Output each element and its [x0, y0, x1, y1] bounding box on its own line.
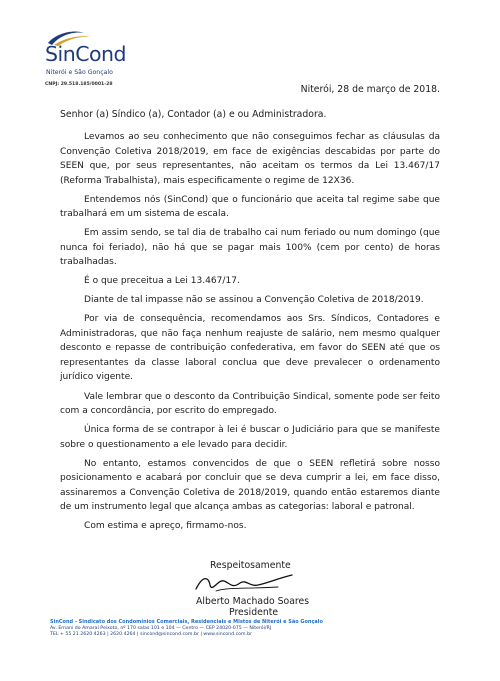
letter-closing: Respeitosamente [210, 560, 291, 571]
body-paragraph: É o que preceitua a Lei 13.467/17. [84, 276, 240, 287]
body-paragraph: Levamos ao seu conhecimento que não conseguimos fechar as cláusulas da Convenção Coletiva 2018/2019, em face de exigências descabidas por parte do SEEN que, por seus representantes, não aceitam os termos da Lei 13.467/17 (Reforma Trabalhista), mais especificamente o regime de 12X36. [60, 132, 440, 186]
footer-address: Av. Ernani do Amaral Peixoto, nº 170 salas 101 e 104 — Centro — CEP 24020-075 — Niterói/RJ [50, 625, 272, 631]
footer-organization: SinCond - Sindicato dos Condomínios Comerciais, Residenciais e Mistos de Niterói e São Gonçalo [50, 619, 323, 625]
letter-date: Niterói, 28 de março de 2018. [300, 84, 440, 95]
letter-salutation: Senhor (a) Síndico (a), Contador (a) e ou Administradora. [60, 109, 327, 120]
body-paragraph: Única forma de se contrapor à lei é buscar o Judiciário para que se manifeste sobre o questionamento a ele levado para decidir. [60, 425, 440, 450]
letter-body [60, 130, 440, 538]
handwritten-signature [188, 567, 298, 597]
body-paragraph: Por via de consequência, recomendamos aos Srs. Síndicos, Contadores e Administradoras, que não faça nenhum reajuste de salário, nem mesmo qualquer desconto e repasse de contribuição confederativa, em favor do SEEN até que os representantes da classe laboral conclua que deve prevalecer o ordenamento jurídico vigente. [60, 314, 440, 383]
body-paragraph: Diante de tal impasse não se assinou a Convenção Coletiva de 2018/2019. [84, 295, 424, 306]
signer-name: Alberto Machado Soares [196, 596, 310, 607]
brand-tagline: Niterói e São Gonçalo [46, 69, 113, 76]
body-paragraph: Entendemos nós (SinCond) que o funcionário que aceita tal regime sabe que trabalhará em um sistema de escala. [60, 194, 440, 220]
footer-contact: TEL + 55 21 2620 4263 | 2620 4264 | sincond@sincond.com.br | www.sincond.com.br [50, 632, 252, 638]
signer-role: Presidente [229, 607, 279, 618]
body-paragraph: No entanto, estamos convencidos de que o SEEN refletirá sobre nosso posicionamento e acabará por concluir que se deva cumprir a lei, em face disso, assinaremos a Convenção Coletiva de 2018/2019, quando então estaremos diante de um instrumento legal que alcança ambas as categorias: laboral e patronal. [60, 458, 440, 513]
brand-name: SinCond [45, 42, 127, 66]
body-paragraph: Vale lembrar que o desconto da Contribuição Sindical, somente pode ser feito com a concordância, por escrito do empregado. [60, 391, 440, 417]
body-paragraph: Em assim sendo, se tal dia de trabalho cai num feriado ou num domingo (que nunca foi feriado), não há que se pagar mais 100% (cem por cento) de horas trabalhadas. [60, 228, 440, 268]
letter-footer [50, 619, 450, 639]
body-paragraph: Com estima e apreço, firmamo-nos. [84, 521, 247, 532]
cnpj-number: CNPJ: 29.518.185/0001-28 [45, 82, 113, 87]
